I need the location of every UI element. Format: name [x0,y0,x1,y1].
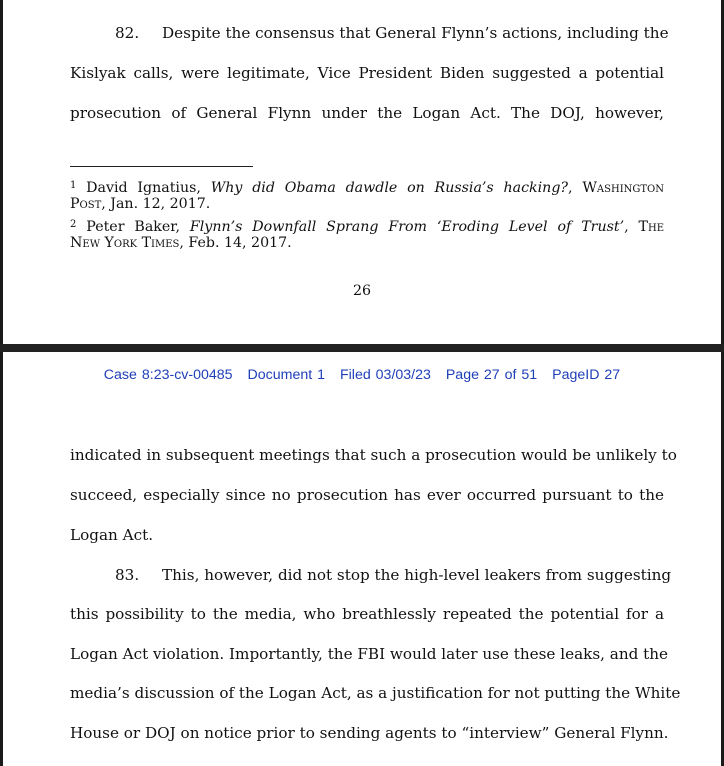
page-number: 26 [352,283,372,299]
case-number: Case 8:23-cv-00485 [103,367,233,383]
paragraph-82-line-2: Kislyak calls, were legitimate, Vice President Biden suggested a potential [70,64,664,82]
continuation-line-2: succeed, especially since no prosecution has ever occurred pursuant to the [70,486,664,504]
paragraph-83-line-5: House or DOJ on notice prior to sending agents to “interview” General Flynn. [70,724,669,742]
paragraph-82-line-1: 82. Despite the consensus that General Flynn’s actions, including the [115,24,669,42]
paragraph-83-line-2: this possibility to the media, who breathlessly repeated the potential for a [70,605,664,623]
page-id: PageID 27 [552,367,621,383]
footnote-1-line-2: Post, Jan. 12, 2017. [70,196,211,212]
footnote-2-line-2: New York Times, Feb. 14, 2017. [70,235,292,251]
paragraph-83-line-4: media’s discussion of the Logan Act, as a justification for not putting the White [70,684,681,702]
document-number: Document 1 [247,367,326,383]
case-header [3,367,721,383]
paragraph-83-line-3: Logan Act violation. Importantly, the FBI would later use these leaks, and the [70,645,669,663]
footnote-separator [70,166,253,167]
page-count: Page 27 of 51 [445,367,538,383]
document-page-26 [0,0,724,346]
continuation-line-3: Logan Act. [70,526,154,544]
footnote-1-line-1: $^1$ David Ignatius, Why did Obama dawdle on Russia’s hacking?, Washington [70,180,665,196]
footnote-2-line-1: $^2$ Peter Baker, Flynn’s Downfall Sprang From ‘Eroding Level of Trust’, The [70,219,664,235]
paragraph-83-number: 83. [115,566,140,584]
filed-date: Filed 03/03/23 [339,367,431,383]
paragraph-82-line-3: prosecution of General Flynn under the Logan Act. The DOJ, however, [70,104,664,122]
paragraph-82-number: 82. [115,24,140,42]
paragraph-83-line-1: 83. This, however, did not stop the high-level leakers from suggesting [115,566,672,584]
document-page-27 [0,352,724,766]
continuation-line-1: indicated in subsequent meetings that such a prosecution would be unlikely to [70,446,677,464]
